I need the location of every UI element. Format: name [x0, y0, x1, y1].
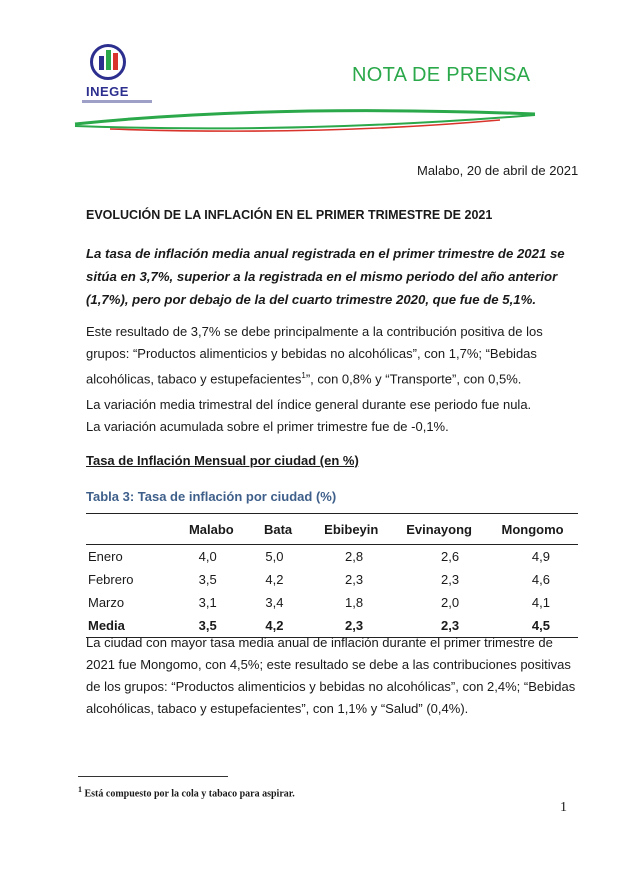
table-cell: 5,0: [265, 549, 284, 564]
table-cell: 4,5: [531, 618, 550, 633]
lead-paragraph: La tasa de inflación media anual registrada en el primer trimestre de 2021 se sitúa en 3,7%, superior a la registrada en el mismo periodo del año anterior (1,7%), pero por debajo de la del cuarto trimestre 2020, que fue de 5,1%.: [86, 246, 565, 307]
section-heading: Tasa de Inflación Mensual por ciudad (en %): [86, 453, 359, 468]
table-cell: 2,0: [441, 595, 460, 610]
table-cell: 4,2: [265, 572, 284, 587]
logo-ring-icon: [90, 44, 126, 80]
row-label: Febrero: [88, 572, 134, 587]
logo-text: INEGE: [86, 84, 129, 99]
row-label: Media: [88, 618, 125, 633]
table-cell: 4,1: [531, 595, 550, 610]
variation-cumulative: La variación acumulada sobre el primer trimestre fue de -0,1%.: [86, 419, 449, 434]
press-release-title: NOTA DE PRENSA: [352, 64, 531, 86]
table-header-row: [86, 514, 578, 545]
row-label: Marzo: [88, 595, 125, 610]
column-header: Ebibeyin: [311, 514, 391, 545]
row-label: Enero: [88, 549, 123, 564]
table-cell: 3,1: [198, 595, 217, 610]
header-swoosh-decoration: [70, 104, 540, 136]
column-header: Mongomo: [487, 514, 578, 545]
table-row: [86, 591, 578, 614]
inflation-table: [86, 513, 578, 638]
table-cell: 3,4: [265, 595, 284, 610]
paragraph-contributions: Este resultado de 3,7% se debe principalmente a la contribución positiva de los grupos: “Productos alimenticios y bebidas no alcohólicas”, con 1,7%; “Bebidas alcohólicas, tabaco y estupefacientes$^1$”, con 0,8% y “Transporte”, con 0,5%.: [86, 324, 543, 387]
inege-logo: [80, 44, 160, 110]
logo-tagline: [82, 100, 152, 103]
table-cell: 4,0: [198, 549, 217, 564]
footnote: $^1$ Está compuesto por la cola y tabaco para aspirar.: [78, 785, 295, 800]
paragraph-variation: [86, 394, 578, 438]
table-caption: Tabla 3: Tasa de inflación por ciudad (%): [86, 489, 337, 504]
table-cell: 4,6: [531, 572, 550, 587]
table-cell: 2,3: [441, 572, 460, 587]
document-heading: EVOLUCIÓN DE LA INFLACIÓN EN EL PRIMER TRIMESTRE DE 2021: [86, 208, 493, 222]
table-cell: 1,8: [345, 595, 364, 610]
footnote-reference: 1: [301, 371, 306, 380]
page-number: 1: [560, 800, 567, 815]
table-cell: 2,6: [441, 549, 460, 564]
table-row: [86, 568, 578, 591]
table-cell: 4,2: [265, 618, 284, 633]
table-cell: 3,5: [198, 572, 217, 587]
table-cell: 2,3: [345, 572, 364, 587]
paragraph-mongomo: La ciudad con mayor tasa media anual de inflación durante el primer trimestre de 2021 fue Mongomo, con 4,5%; este resultado se debe a las contribuciones positivas de los grupos: “Productos alimenticios y bebidas no alcohólicas”, con 2,4%; “Bebidas alcohólicas, tabaco y estupefacientes”, con 1,1% y “Salud” (0,4%).: [86, 635, 576, 716]
table-cell: 3,5: [198, 618, 217, 633]
column-header: Evinayong: [391, 514, 487, 545]
variation-quarterly: La variación media trimestral del índice general durante ese periodo fue nula.: [86, 397, 532, 412]
footnote-divider: [78, 776, 228, 777]
table-row: [86, 545, 578, 569]
column-header: Malabo: [178, 514, 245, 545]
press-date: Malabo, 20 de abril de 2021: [417, 163, 579, 178]
table-cell: 4,9: [531, 549, 550, 564]
table-cell: 2,3: [441, 618, 460, 633]
table-cell: 2,3: [345, 618, 364, 633]
table-cell: 2,8: [345, 549, 364, 564]
column-header: Bata: [245, 514, 312, 545]
